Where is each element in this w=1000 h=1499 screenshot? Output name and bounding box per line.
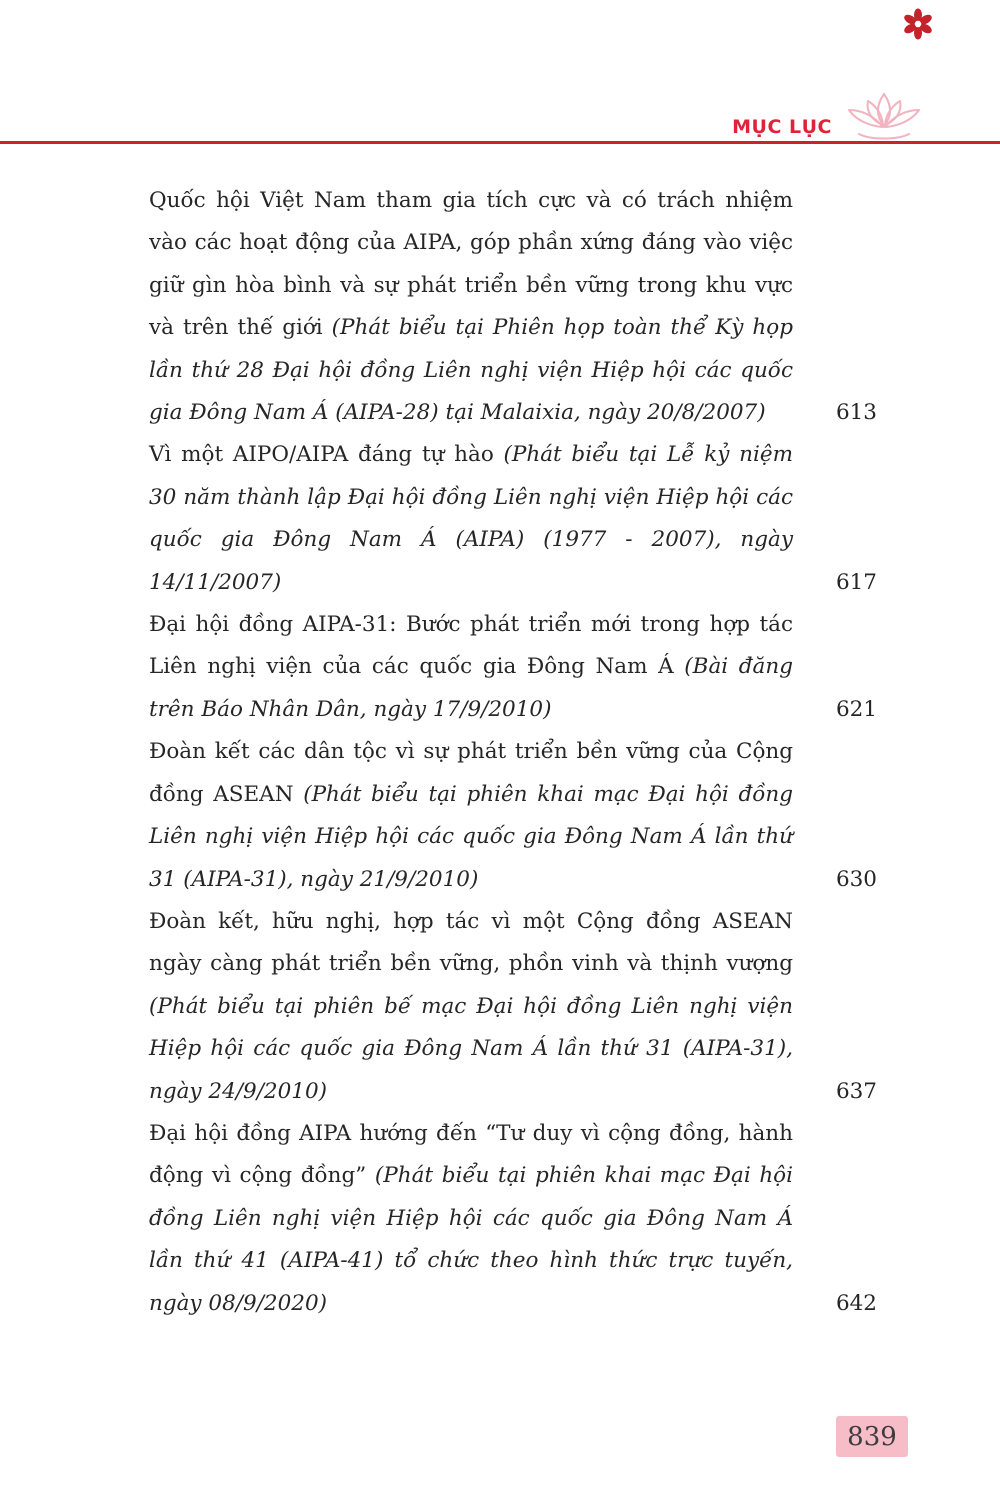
header-divider bbox=[0, 141, 1000, 144]
lotus-icon bbox=[837, 88, 932, 146]
entry-text bbox=[149, 188, 793, 425]
entry-page-number: 621 bbox=[835, 696, 877, 722]
entry-title: Đoàn kết, hữu nghị, hợp tác vì một Cộng đồng ASEAN ngày càng phát triển bền vững, phồn vinh và thịnh vượng bbox=[149, 908, 793, 977]
page-number-badge bbox=[836, 1416, 908, 1457]
entry-title: Đại hội đồng AIPA hướng đến “Tư duy vì cộng đồng, hành động vì cộng đồng” bbox=[149, 1120, 793, 1189]
entry-citation: (Phát biểu tại phiên khai mạc Đại hội đồng Liên nghị viện Hiệp hội các quốc gia Đông Nam Á lần thứ 41 (AIPA-41) tổ chức theo hình thức trực tuyến, ngày 08/9/2020) bbox=[149, 1163, 793, 1316]
entry-page-number: 637 bbox=[835, 1078, 877, 1104]
entry-citation: (Phát biểu tại phiên khai mạc Đại hội đồng Liên nghị viện Hiệp hội các quốc gia Đông Nam Á lần thứ 31 (AIPA-31), ngày 21/9/2010) bbox=[149, 781, 793, 892]
entry-title: Vì một AIPO/AIPA đáng tự hào bbox=[149, 442, 494, 468]
page-title: MỤC LỤC bbox=[732, 116, 832, 138]
entry-page-number: 642 bbox=[835, 1290, 877, 1316]
entry-text bbox=[149, 442, 793, 594]
toc-entry bbox=[125, 604, 877, 731]
entry-page-number: 630 bbox=[835, 866, 877, 892]
entry-citation: (Phát biểu tại Phiên họp toàn thể Kỳ họp lần thứ 28 Đại hội đồng Liên nghị viện Hiệp hội các quốc gia Đông Nam Á (AIPA-28) tại Malaixia, ngày 20/8/2007) bbox=[149, 315, 793, 426]
entry-citation: (Phát biểu tại phiên bế mạc Đại hội đồng Liên nghị viện Hiệp hội các quốc gia Đông Nam Á lần thứ 31 (AIPA-31), ngày 24/9/2010) bbox=[149, 993, 793, 1104]
entry-title: Đoàn kết các dân tộc vì sự phát triển bền vững của Cộng đồng ASEAN bbox=[149, 739, 793, 807]
toc-entry bbox=[125, 731, 877, 901]
entry-text bbox=[149, 1121, 793, 1316]
entry-text bbox=[149, 739, 793, 891]
entry-citation: (Phát biểu tại Lễ kỷ niệm 30 năm thành lập Đại hội đồng Liên nghị viện Hiệp hội các quốc gia Đông Nam Á (AIPA) (1977 - 2007), ngày 14/11/2007) bbox=[149, 442, 793, 595]
toc-entry bbox=[125, 901, 877, 1113]
entry-page-number: 613 bbox=[835, 400, 877, 426]
entry-page-number: 617 bbox=[835, 569, 877, 595]
page-number: 839 bbox=[847, 1421, 897, 1452]
entry-title: Đại hội đồng AIPA-31: Bước phát triển mới trong hợp tác Liên nghị viện của các quốc gia Đông Nam Á bbox=[149, 612, 793, 680]
toc-entry bbox=[125, 434, 877, 604]
entry-text bbox=[149, 612, 793, 722]
flower-asterisk-icon bbox=[902, 8, 934, 40]
toc-entry bbox=[125, 180, 877, 434]
toc-entry bbox=[125, 1113, 877, 1325]
entry-title: Quốc hội Việt Nam tham gia tích cực và có trách nhiệm vào các hoạt động của AIPA, góp phần xứng đáng vào việc giữ gìn hòa bình và sự phát triển bền vững trong khu vực và trên thế giới bbox=[149, 188, 793, 341]
entry-text bbox=[149, 909, 793, 1104]
toc-list bbox=[125, 180, 877, 1325]
page-header bbox=[0, 108, 1000, 144]
entry-citation: (Bài đăng trên Báo Nhân Dân, ngày 17/9/2010) bbox=[149, 654, 793, 722]
